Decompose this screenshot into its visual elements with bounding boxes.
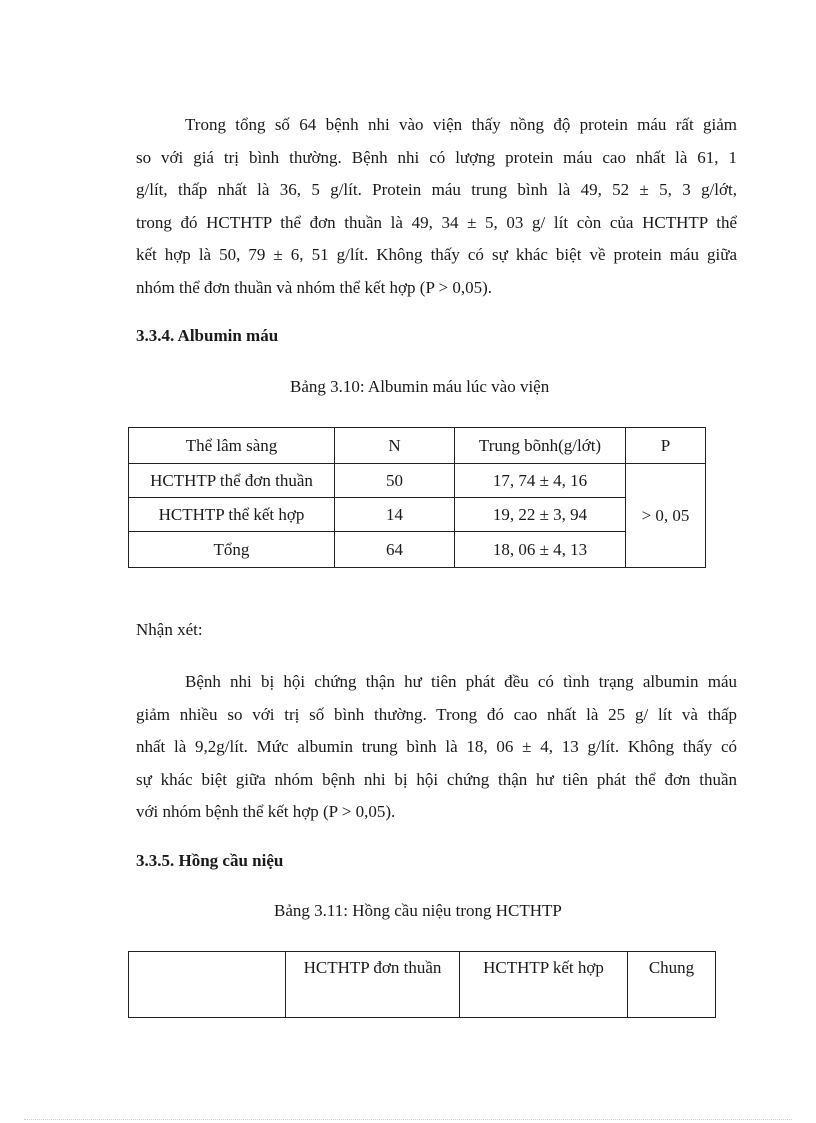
paragraph-line: Trong tổng số 64 bệnh nhi vào viện thấy nồng độ protein máu rất giảm xyxy=(185,115,737,134)
paragraph-line: kết hợp là 50, 79 ± 6, 51 g/lít. Không thấy có sự khác biệt về protein máu giữa xyxy=(136,245,737,264)
table-header-cell: HCTHTP đơn thuần xyxy=(286,952,460,1018)
table-cell: 50 xyxy=(335,464,455,498)
table-header-cell: Thể lâm sàng xyxy=(129,428,335,464)
table-header-cell: HCTHTP kết hợp xyxy=(460,952,628,1018)
table-header-cell xyxy=(129,952,286,1018)
table-row xyxy=(129,498,706,532)
table-row xyxy=(129,532,706,568)
section-heading-albumin: 3.3.4. Albumin máu xyxy=(136,326,279,345)
table-header-cell: Trung bõnh(g/lớt) xyxy=(455,428,626,464)
page-bottom-divider xyxy=(24,1119,792,1120)
table-cell: 64 xyxy=(335,532,455,568)
table-albumin xyxy=(128,427,706,568)
table-caption-3-10: Bảng 3.10: Albumin máu lúc vào viện xyxy=(290,377,550,396)
paragraph-line: giảm nhiều so với trị số bình thường. Trong đó cao nhất là 25 g/ lít và thấp xyxy=(136,704,737,724)
paragraph-protein xyxy=(136,109,737,304)
section-heading-hematuria: 3.3.5. Hồng cầu niệu xyxy=(136,851,284,870)
paragraph-line: với nhóm bệnh thể kết hợp (P > 0,05). xyxy=(136,802,396,821)
paragraph-line: sự khác biệt giữa nhóm bệnh nhi bị hội chứng thận hư tiên phát thể đơn thuần xyxy=(136,769,737,789)
table-cell: HCTHTP thể đơn thuần xyxy=(129,464,335,498)
table-header-row xyxy=(129,428,706,464)
table-cell: 19, 22 ± 3, 94 xyxy=(455,498,626,532)
paragraph-line: nhóm thể đơn thuần và nhóm thể kết hợp (P > 0,05). xyxy=(136,277,493,297)
table-caption-3-11: Bảng 3.11: Hồng cầu niệu trong HCTHTP xyxy=(274,901,562,920)
table-cell: 18, 06 ± 4, 13 xyxy=(455,532,626,568)
table-header-cell: N xyxy=(335,428,455,464)
table-cell: Tổng xyxy=(129,532,335,568)
table-hematuria xyxy=(128,951,716,1018)
table-header-cell: Chung xyxy=(628,952,716,1018)
paragraph-line: trong đó HCTHTP thể đơn thuần là 49, 34 ± 5, 03 g/ lít còn của HCTHTP thể xyxy=(136,212,737,232)
paragraph-line: nhất là 9,2g/lít. Mức albumin trung bình là 18, 06 ± 4, 13 g/lít. Không thấy có xyxy=(136,737,737,756)
table-header-row xyxy=(129,952,716,1018)
paragraph-line: Bệnh nhi bị hội chứng thận hư tiên phát đều có tình trạng albumin máu xyxy=(185,672,737,691)
table-header-cell: P xyxy=(626,428,706,464)
table-cell: HCTHTP thể kết hợp xyxy=(129,498,335,532)
paragraph-line: so với giá trị bình thường. Bệnh nhi có lượng protein máu cao nhất là 61, 1 xyxy=(136,147,737,167)
table-cell: 14 xyxy=(335,498,455,532)
remark-label: Nhận xét: xyxy=(136,620,203,639)
table-row xyxy=(129,464,706,498)
table-cell: 17, 74 ± 4, 16 xyxy=(455,464,626,498)
paragraph-line: g/lít, thấp nhất là 36, 5 g/lít. Protein máu trung bình là 49, 52 ± 5, 3 g/lớt, xyxy=(136,180,737,199)
paragraph-albumin xyxy=(136,666,737,829)
p-value-cell: > 0, 05 xyxy=(626,464,706,568)
